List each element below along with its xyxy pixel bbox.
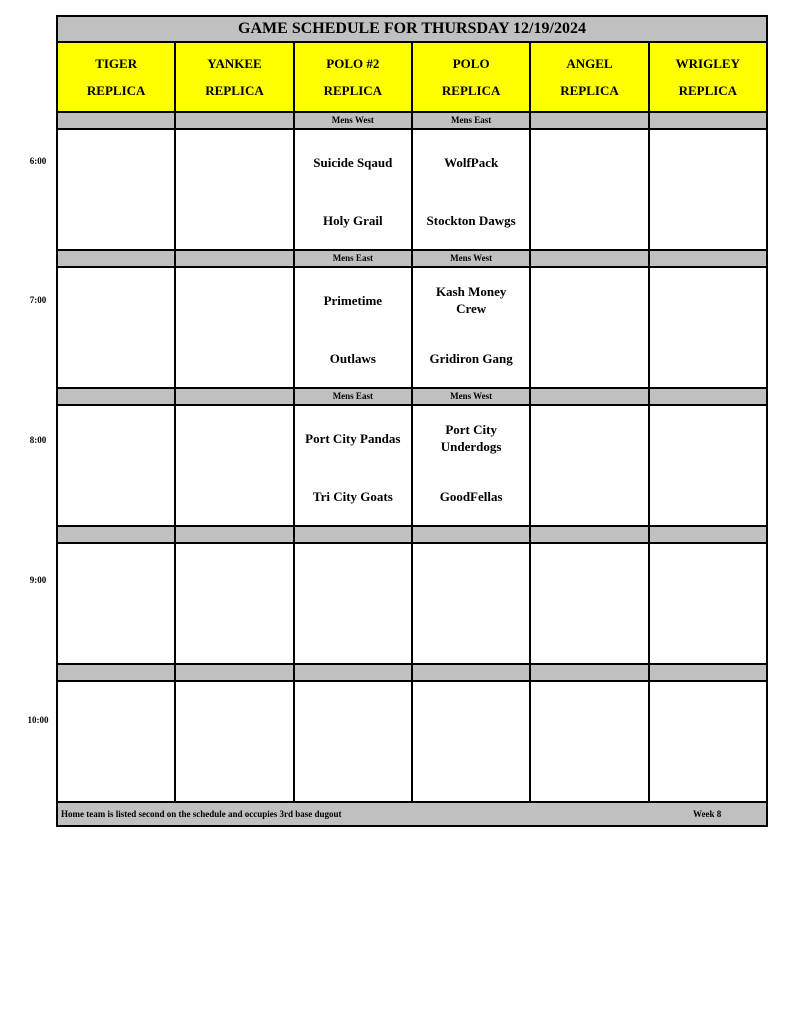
game-cell [294,267,412,388]
time-label-7: 7:00 [29,295,47,305]
division-cell [412,526,530,543]
game-cell [649,129,767,250]
division-cell: Mens East [294,250,412,267]
game-row [57,405,767,526]
field-sub: REPLICA [205,83,264,98]
game-cell [530,543,648,664]
game-cell [175,267,293,388]
home-team: Outlaws [329,351,376,366]
division-cell [175,250,293,267]
field-header-wrigley [649,42,767,112]
field-sub: REPLICA [560,83,619,98]
division-cell [530,664,648,681]
division-cell [175,664,293,681]
game-row [57,543,767,664]
time-label-9: 9:00 [29,575,47,585]
away-team: WolfPack [444,154,499,170]
game-cell [649,681,767,802]
field-header-row [57,42,767,112]
away-team [533,278,645,322]
away-team [297,554,409,598]
division-cell [649,388,767,405]
division-cell [649,526,767,543]
game-cell [649,267,767,388]
division-row [57,526,767,543]
field-header-tiger [57,42,175,112]
home-team: Gridiron Gang [429,351,513,366]
away-team [60,278,172,322]
game-cell [412,267,530,388]
game-cell [530,681,648,802]
time-label-8: 8:00 [29,435,47,445]
away-team [533,140,645,184]
home-team: Holy Grail [323,213,383,228]
field-header-yankee [175,42,293,112]
division-cell [649,664,767,681]
away-team [178,692,290,736]
game-cell [530,405,648,526]
game-cell [530,129,648,250]
field-name: TIGER [95,56,138,71]
away-team [652,140,764,184]
division-cell [175,112,293,129]
division-cell [530,112,648,129]
away-team: Port City Pandas [305,430,401,446]
field-name: YANKEE [207,56,262,71]
division-cell [649,250,767,267]
division-cell [57,526,175,543]
home-team: Stockton Dawgs [426,213,516,228]
game-cell [57,405,175,526]
division-cell [530,526,648,543]
game-cell [175,681,293,802]
field-name: POLO [452,56,490,71]
away-team [178,554,290,598]
game-cell [175,405,293,526]
field-header-angel [530,42,648,112]
away-team [178,278,290,322]
field-name: POLO #2 [326,56,380,71]
field-header-polo-2 [294,42,412,112]
away-team: Suicide Sqaud [313,154,393,170]
division-cell: Mens West [412,250,530,267]
division-cell: Mens East [294,388,412,405]
footer-cell [57,802,767,826]
game-row [57,129,767,250]
field-name: ANGEL [566,56,613,71]
away-team [297,692,409,736]
division-cell [294,664,412,681]
away-team [533,692,645,736]
game-row [57,681,767,802]
division-cell [57,388,175,405]
field-sub: REPLICA [441,83,501,98]
game-cell [294,543,412,664]
division-row [57,664,767,681]
away-team [178,416,290,460]
away-team [652,554,764,598]
division-cell [57,112,175,129]
title-row [57,16,767,42]
game-cell [294,405,412,526]
game-cell [412,405,530,526]
division-cell [530,250,648,267]
division-cell [294,526,412,543]
field-sub: REPLICA [678,83,738,98]
away-team [60,416,172,460]
schedule-table [56,15,768,827]
footer-row [57,802,767,826]
field-header-polo [412,42,530,112]
division-cell [57,664,175,681]
week-label: Week 8 [693,809,722,819]
away-team [60,692,172,736]
field-sub: REPLICA [86,83,146,98]
division-cell: Mens East [412,112,530,129]
away-team: Kash Money Crew [435,284,507,316]
away-team [652,278,764,322]
home-team-note: Home team is listed second on the schedule and occupies 3rd base dugout [61,809,342,819]
away-team [652,692,764,736]
away-team [652,416,764,460]
away-team [533,416,645,460]
home-team: Tri City Goats [312,489,393,504]
division-cell [57,250,175,267]
away-team [533,554,645,598]
away-team: Primetime [323,292,383,308]
field-sub: REPLICA [323,83,383,98]
away-team [415,692,527,736]
division-cell [175,526,293,543]
game-cell [530,267,648,388]
division-row [57,388,767,405]
game-cell [649,543,767,664]
game-cell [175,543,293,664]
division-cell: Mens West [412,388,530,405]
away-team [60,140,172,184]
division-cell [530,388,648,405]
time-label-10: 10:00 [27,715,49,725]
schedule-title: GAME SCHEDULE FOR THURSDAY 12/19/2024 [57,16,767,42]
time-label-6: 6:00 [29,156,47,166]
division-cell: Mens West [294,112,412,129]
game-cell [294,681,412,802]
game-cell [294,129,412,250]
game-cell [57,681,175,802]
game-row [57,267,767,388]
away-team [178,140,290,184]
game-cell [175,129,293,250]
field-name: WRIGLEY [675,56,740,71]
division-cell [649,112,767,129]
game-cell [412,543,530,664]
division-cell [412,664,530,681]
game-cell [412,681,530,802]
game-cell [649,405,767,526]
division-cell [175,388,293,405]
game-cell [412,129,530,250]
away-team [415,554,527,598]
game-cell [57,267,175,388]
away-team: Port City Underdogs [440,422,502,454]
away-team [60,554,172,598]
home-team: GoodFellas [439,489,503,504]
game-cell [57,129,175,250]
division-row [57,112,767,129]
division-row [57,250,767,267]
game-cell [57,543,175,664]
